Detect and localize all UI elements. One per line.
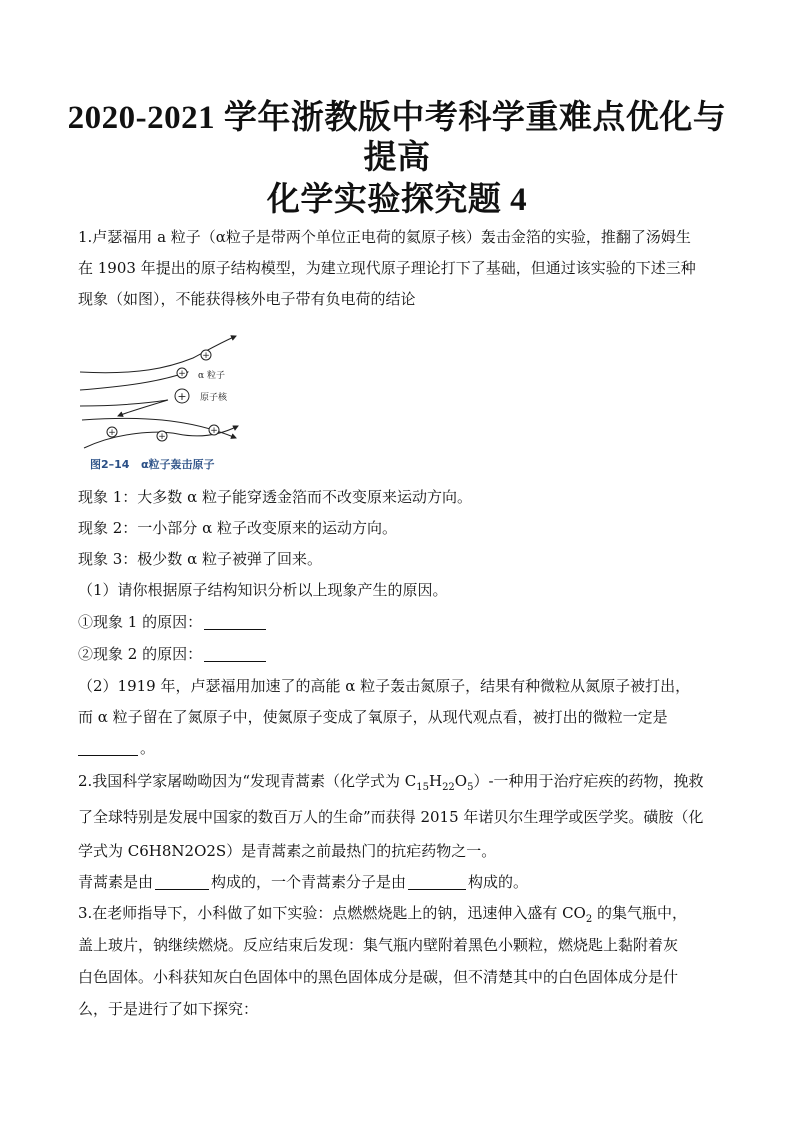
answer-blank[interactable] [78, 739, 138, 756]
q1-reason-1 [78, 611, 268, 633]
q2-line-4 [78, 871, 528, 893]
alpha-scattering-figure [78, 320, 258, 470]
q1-subquestion-2-line-1: （2）1919 年，卢瑟福用加速了的高能 α 粒子轰击氮原子，结果有种微粒从氮原子被打出， [78, 677, 691, 695]
phenomenon-2: 现象 2：一小部分 α 粒子改变原来的运动方向。 [78, 519, 397, 537]
plus-sign: + [202, 351, 210, 361]
q2-text: O [454, 772, 468, 790]
answer-blank[interactable] [408, 873, 466, 890]
q1-subquestion-2-line-3 [78, 737, 155, 759]
q1-line-1: 1.卢瑟福用 a 粒子（α粒子是带两个单位正电荷的氦原子核）轰击金箔的实验，推翻了汤姆生 [78, 228, 691, 246]
doc-subtitle: 化学实验探究题 4 [266, 182, 528, 218]
label-alpha-particle: α 粒子 [198, 371, 225, 381]
alpha-path-deflected [80, 336, 236, 373]
doc-title-line-2: 提高 [363, 140, 431, 176]
q3-line-3: 白色固体。小科获知灰白色固体中的黑色固体成分是碳，但不清楚其中的白色固体成分是什 [78, 968, 679, 986]
q1-line-2: 在 1903 年提出的原子结构模型，为建立现代原子理论打下了基础，但通过该实验的下述三种 [78, 259, 696, 277]
q3-line-4: 么，于是进行了如下探究： [78, 1000, 259, 1018]
q1-line-3: 现象（如图），不能获得核外电子带有负电荷的结论 [78, 290, 416, 308]
subscript: 5 [467, 782, 474, 793]
phenomenon-3: 现象 3：极少数 α 粒子被弹了回来。 [78, 550, 322, 568]
reason-1-label: ①现象 1 的原因： [78, 613, 203, 631]
q3-text: 3.在老师指导下，小科做了如下实验：点燃燃烧匙上的钠，迅速伸入盛有 CO [78, 904, 586, 922]
q2-text: 构成的，一个青蒿素分子是由 [211, 873, 407, 891]
answer-blank[interactable] [204, 645, 266, 662]
answer-blank[interactable] [204, 613, 266, 630]
q2-line-3: 学式为 C6H8N2O2S）是青蒿素之前最热门的抗疟药物之一。 [78, 842, 497, 860]
plus-sign: + [178, 369, 186, 379]
plus-sign: + [108, 428, 116, 438]
label-nucleus: 原子核 [200, 393, 228, 403]
q2-line-2: 了全球特别是发展中国家的数百万人的生命”而获得 2015 年诺贝尔生理学或医学奖。磺胺（化 [78, 808, 704, 826]
reason-2-label: ②现象 2 的原因： [78, 645, 203, 663]
alpha-path-bounce [80, 400, 168, 416]
figure-number: 图2–14 [90, 458, 130, 471]
answer-blank[interactable] [155, 873, 209, 890]
phenomenon-1: 现象 1：大多数 α 粒子能穿透金箔而不改变原来运动方向。 [78, 488, 472, 506]
subscript: 22 [442, 782, 455, 793]
plus-sign: + [158, 432, 166, 442]
period: 。 [140, 739, 156, 757]
plus-sign: + [210, 426, 218, 436]
q2-line-1 [78, 770, 704, 799]
doc-title-line-1: 2020-2021 学年浙教版中考科学重难点优化与 [67, 100, 727, 136]
q1-subquestion-1: （1）请你根据原子结构知识分析以上现象产生的原因。 [78, 581, 448, 599]
q3-line-2: 盖上玻片，钠继续燃烧。反应结束后发现：集气瓶内壁附着黑色小颗粒，燃烧匙上黏附着灰 [78, 936, 679, 954]
q2-text: 2.我国科学家屠呦呦因为“发现青蒿素（化学式为 C [78, 772, 417, 790]
q2-text: ）-一种用于治疗疟疾的药物，挽救 [473, 772, 704, 790]
subscript: 15 [416, 782, 429, 793]
figure-caption [90, 456, 215, 472]
figure-caption-text: α粒子轰击原子 [140, 458, 215, 471]
q1-subquestion-2-line-2: 而 α 粒子留在了氮原子中，使氮原子变成了氧原子，从现代观点看，被打出的微粒一定是 [78, 708, 668, 726]
q2-text: 青蒿素是由 [78, 873, 154, 891]
q2-text: 构成的。 [468, 873, 529, 891]
q3-line-1 [78, 902, 687, 931]
q1-reason-2 [78, 643, 268, 665]
plus-sign: + [177, 390, 187, 403]
q3-text: 的集气瓶中， [592, 904, 688, 922]
alpha-path-straight [80, 372, 188, 390]
subscript: 2 [585, 914, 593, 925]
q2-text: H [428, 772, 443, 790]
